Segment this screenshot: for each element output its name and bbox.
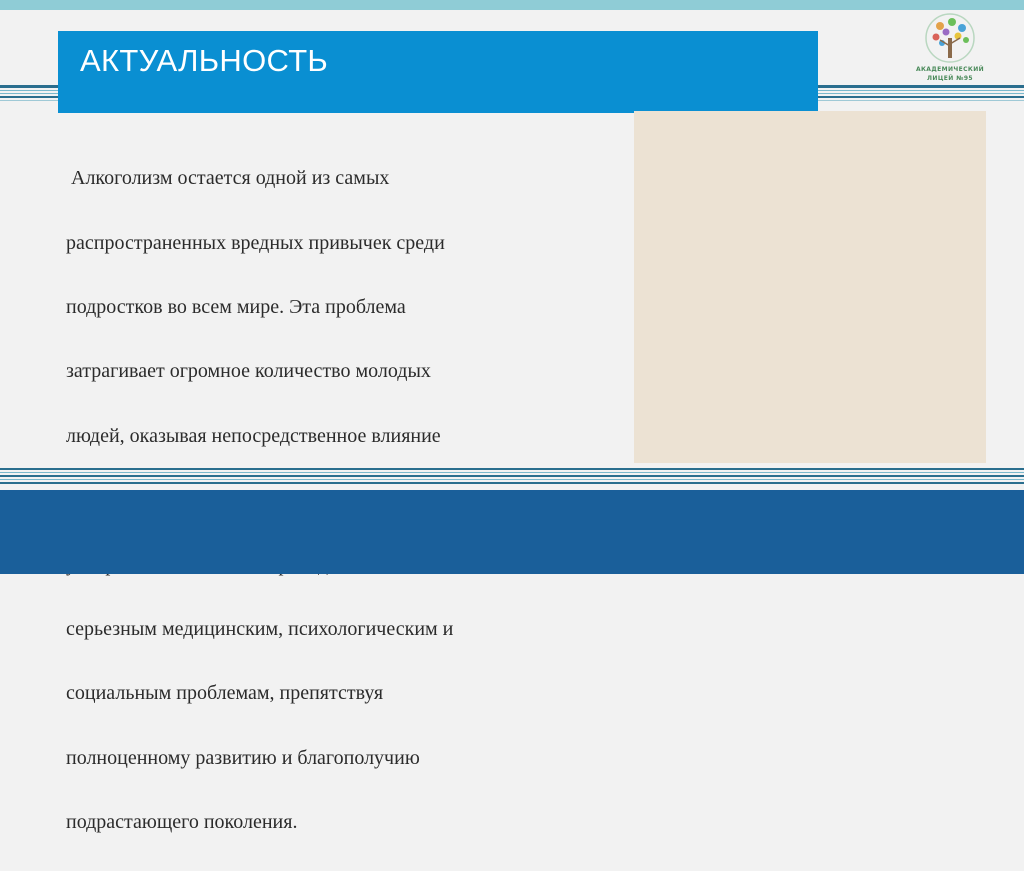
logo-text-line2: ЛИЦЕЙ №95 [927, 75, 973, 82]
body-line: Алкоголизм остается одной из самых [66, 167, 390, 190]
school-logo [900, 10, 1000, 94]
body-line: людей, оказывая непосредственное влияние [66, 424, 441, 447]
body-line: полноценному развитию и благополучию [66, 746, 420, 769]
slide-title: АКТУАЛЬНОСТЬ [80, 43, 329, 78]
body-line: подростков во всем мире. Эта проблема [66, 296, 406, 319]
body-line: серьезным медицинским, психологическим и [66, 618, 454, 641]
title-bar [58, 31, 818, 113]
bottom-decor [0, 462, 1024, 574]
tree-logo-icon [900, 10, 1000, 70]
body-line: подрастающего поколения. [66, 811, 298, 834]
body-line: социальным проблемам, препятствуя [66, 682, 384, 705]
body-line: распространенных вредных привычек среди [66, 231, 445, 254]
image-placeholder [634, 111, 986, 463]
top-accent-band [0, 0, 1024, 10]
logo-text-line1: АКАДЕМИЧЕСКИЙ [915, 66, 985, 73]
body-line: затрагивает огромное количество молодых [66, 360, 431, 383]
